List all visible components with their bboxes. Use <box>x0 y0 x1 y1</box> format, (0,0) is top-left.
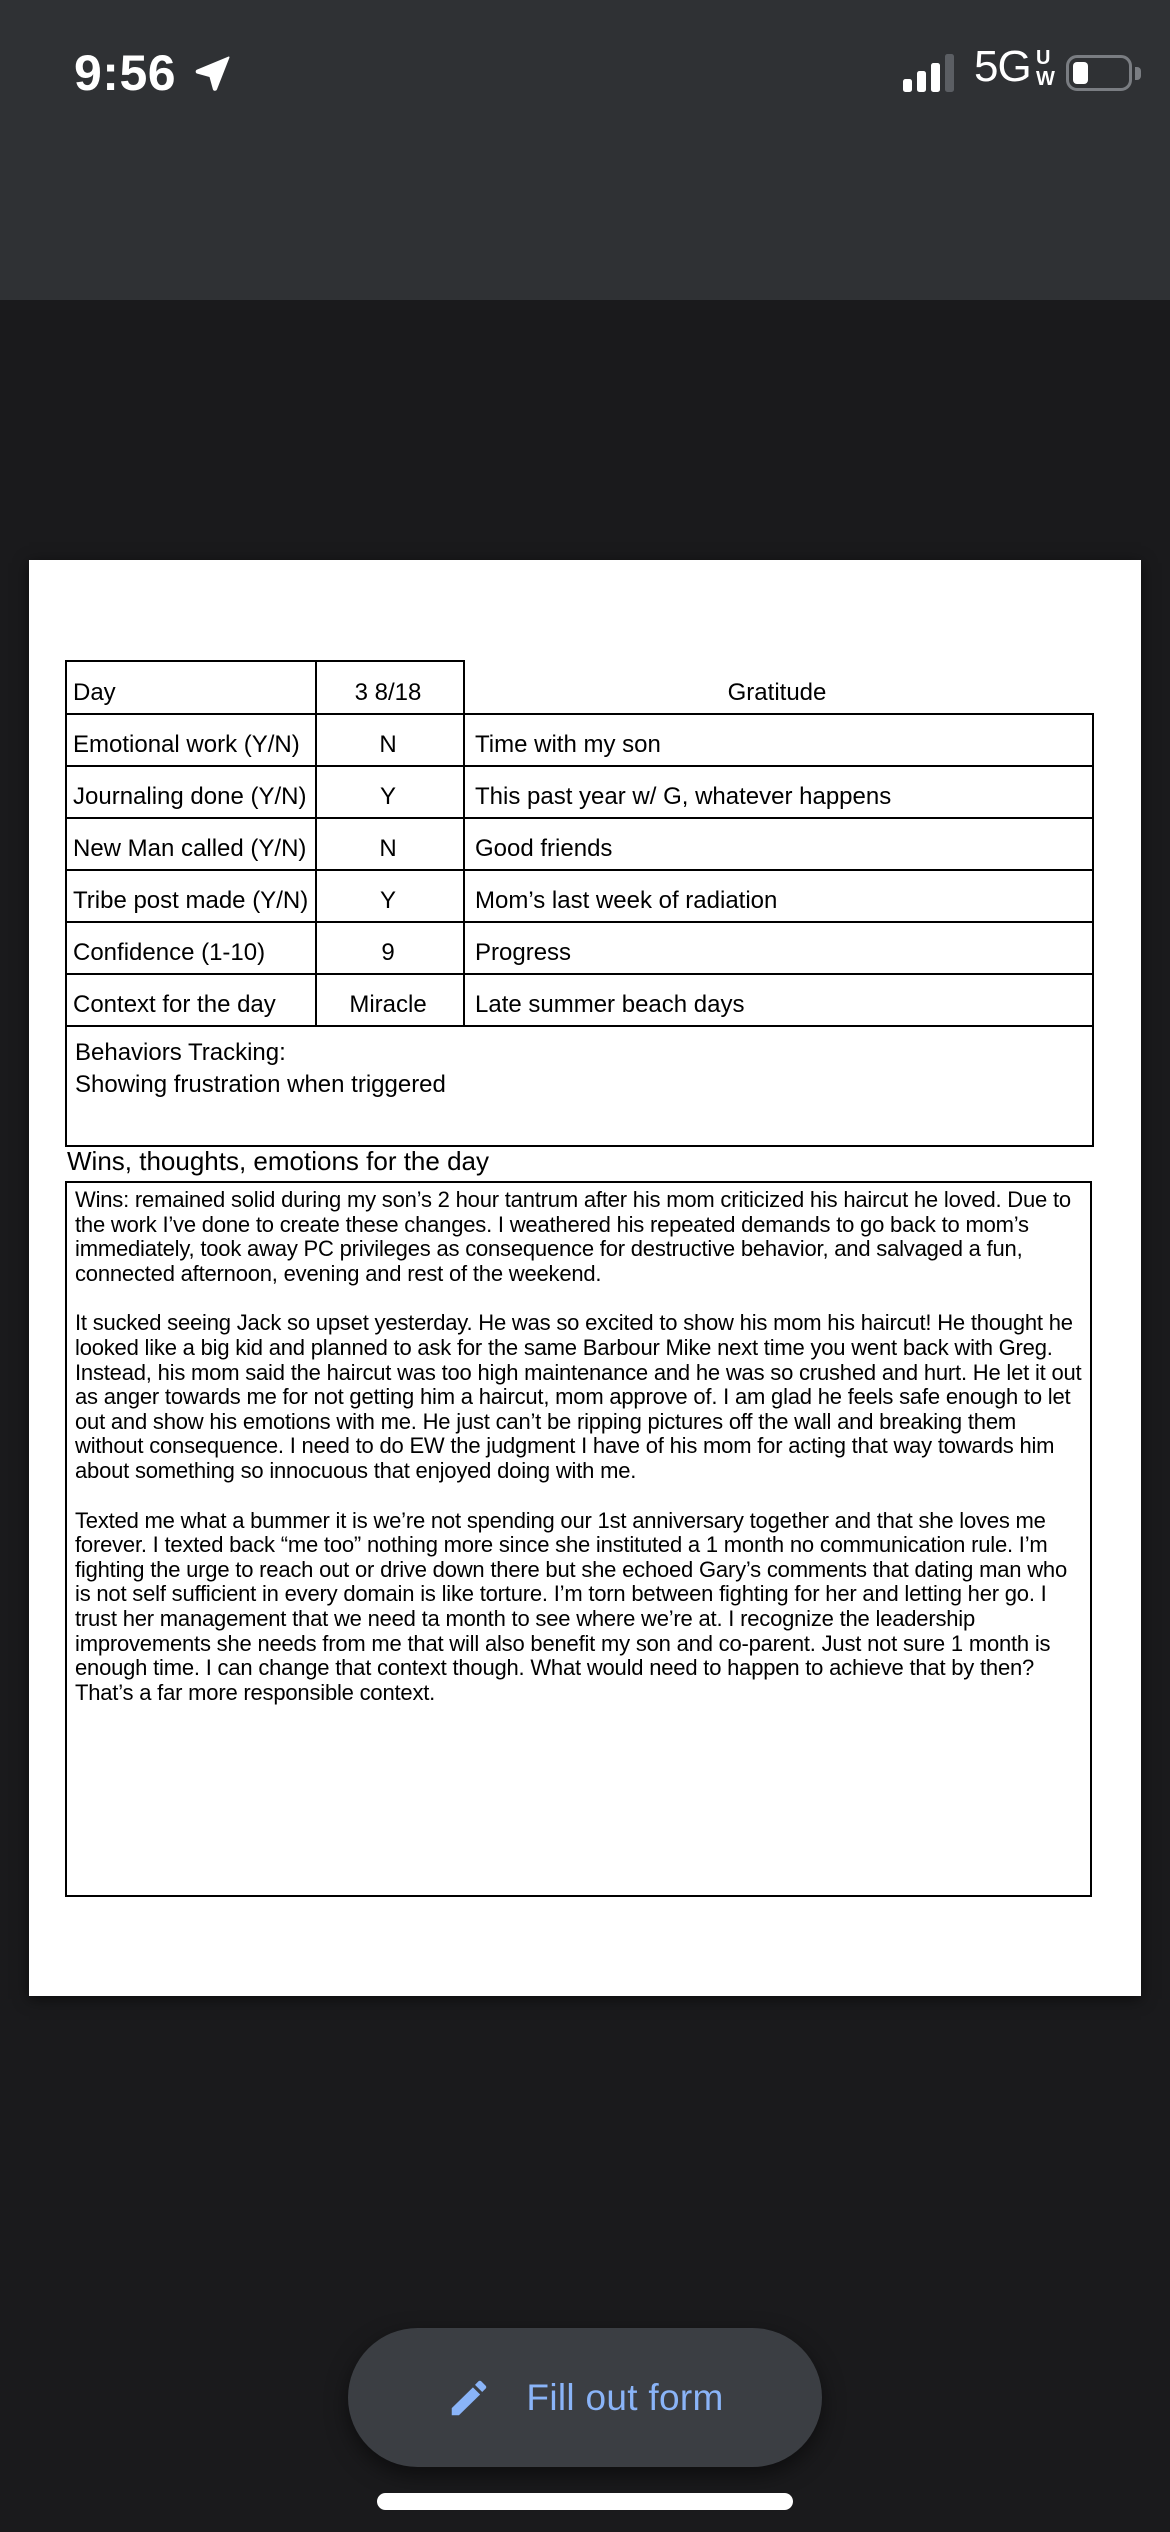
row-label: Confidence (1-10) <box>66 922 316 974</box>
row-gratitude: Good friends <box>464 818 1093 870</box>
table-row <box>66 870 1093 922</box>
row-gratitude: This past year w/ G, whatever happens <box>464 766 1093 818</box>
wins-paragraph: It sucked seeing Jack so upset yesterday. He was so excited to show his mom his haircut! He thought he looked like a big kid and planned to ask for the same Barbour Mike next time you went back with Greg. Instead, his mom said the haircut was too high maintenance and he was so crushed and hurt. He let it out as anger towards me for not getting him a haircut, mom approve of. I am glad he feels safe enough to let out and show his emotions with me. He just can’t be ripping pictures off the wall and breaking them without consequence. I need to do EW the judgment I have of his mom for acting that way towards him about something so innocuous that enjoyed doing with me. <box>75 1310 1082 1483</box>
row-label: Context for the day <box>66 974 316 1026</box>
behaviors-note: Showing frustration when triggered <box>75 1071 446 1098</box>
fill-out-form-button[interactable] <box>348 2328 822 2467</box>
signal-bar <box>903 79 912 92</box>
row-value: Y <box>316 870 464 922</box>
row-value: N <box>316 714 464 766</box>
table-row <box>66 766 1093 818</box>
row-gratitude: Time with my son <box>464 714 1093 766</box>
header-day: Day <box>66 661 316 714</box>
fill-out-form-label: Fill out form <box>526 2376 724 2418</box>
behaviors-title: Behaviors Tracking: <box>75 1039 286 1066</box>
network-uw-label <box>1036 48 1055 90</box>
battery-level <box>1073 62 1088 84</box>
wins-paragraph: Texted me what a bummer it is we’re not spending our 1st anniversary together and that she loves me forever. I texted back “me too” nothing more since she instituted a 1 month no communication rule. I’m fighting the urge to reach out or drive down there but she echoed Gary’s comments that dating man who is not self sufficient in every domain is like torture. I’m torn between fighting for her and letting her go. I trust her management that we need ta month to see where we’re at. I recognize the leadership improvements she needs from me that will also benefit my son and co-parent. Just not sure 1 month is enough time. I can change that context though. What would need to happen to achieve that by then? That’s a far more responsible context. <box>75 1507 1067 1705</box>
header-date: 3 8/18 <box>316 661 464 714</box>
row-gratitude: Late summer beach days <box>464 974 1093 1026</box>
row-label: Journaling done (Y/N) <box>66 766 316 818</box>
row-gratitude: Progress <box>464 922 1093 974</box>
status-time: 9:56 <box>74 45 177 101</box>
table-row <box>66 818 1093 870</box>
row-gratitude: Mom’s last week of radiation <box>464 870 1093 922</box>
wins-text-box <box>65 1181 1092 1897</box>
pdf-viewer-toolbar <box>0 130 1170 300</box>
row-label: New Man called (Y/N) <box>66 818 316 870</box>
header-gratitude: Gratitude <box>464 661 1093 714</box>
signal-bar <box>931 63 940 92</box>
table-row <box>66 1026 1093 1146</box>
row-value: N <box>316 818 464 870</box>
location-arrow-icon <box>192 54 232 94</box>
table-row <box>66 922 1093 974</box>
row-value: Miracle <box>316 974 464 1026</box>
network-sub-top: U <box>1036 47 1051 69</box>
home-indicator[interactable] <box>377 2493 793 2510</box>
battery-icon <box>1066 55 1132 91</box>
pdf-page <box>29 560 1141 1996</box>
table-row <box>66 974 1093 1026</box>
cellular-signal-icon <box>903 54 965 92</box>
row-label: Emotional work (Y/N) <box>66 714 316 766</box>
signal-bar-inactive <box>945 54 954 92</box>
daily-tracking-table <box>65 660 1094 1147</box>
row-value: 9 <box>316 922 464 974</box>
row-label: Tribe post made (Y/N) <box>66 870 316 922</box>
network-sub-bottom: W <box>1036 68 1055 90</box>
behaviors-cell <box>66 1026 1093 1146</box>
battery-nub <box>1135 67 1141 80</box>
pencil-icon <box>446 2375 492 2421</box>
wins-section-label: Wins, thoughts, emotions for the day <box>67 1146 489 1176</box>
row-value: Y <box>316 766 464 818</box>
table-row <box>66 661 1093 714</box>
network-type-label: 5G <box>974 42 1031 91</box>
pdf-scroll-area[interactable] <box>0 300 1170 2532</box>
status-bar <box>0 0 1170 130</box>
table-row <box>66 714 1093 766</box>
wins-paragraph: Wins: remained solid during my son’s 2 hour tantrum after his mom criticized his haircut he loved. Due to the work I’ve done to create these changes. I weathered his repeated demands to go back to mom’s immediately, took away PC privileges as consequence for destructive behavior, and salvaged a fun, connected afternoon, evening and rest of the weekend. <box>75 1187 1071 1286</box>
signal-bar <box>917 71 926 92</box>
